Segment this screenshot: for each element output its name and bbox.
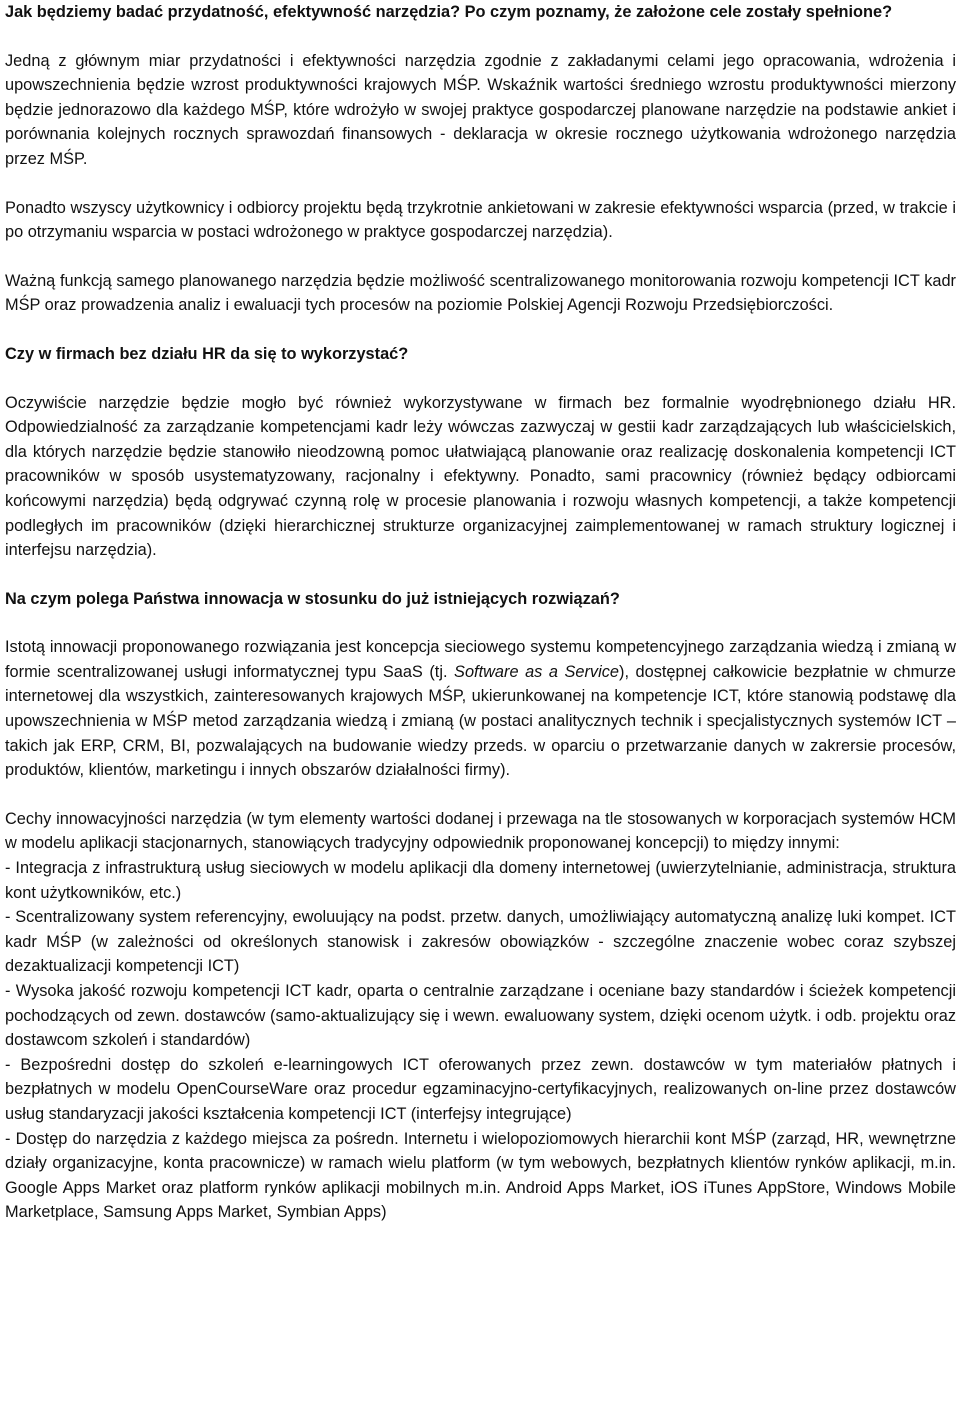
list-item: - Scentralizowany system referencyjny, ewoluujący na podst. przetw. danych, umożliwiający automatyczną analizę luki kompet. ICT kadr MŚP (w zależności od określonych stanowisk i zakresów obowiązków - szczególne znaczenie wobec coraz szybszej dezaktualizacji kompetencji ICT) <box>5 908 956 976</box>
list-item: - Dostęp do narzędzia z każdego miejsca za pośredn. Internetu i wielopoziomowych hierarchii kont MŚP (zarząd, HR, wewnętrzne działy organizacyjne, konta pracownicze) w ramach wielu platform (w tym webowych, bezpłatnych klientów rynków aplikacji, m.in. Google Apps Market oraz platform rynków aplikacji mobilnych m.in. Android Apps Market, iOS iTunes AppStore, Windows Mobile Marketplace, Samsung Apps Market, Symbian Apps) <box>5 1129 956 1222</box>
spacer <box>5 318 956 342</box>
paragraph-productivity: Jedną z głównym miar przydatności i efektywności narzędzia zgodnie z zakładanymi celami jego opracowania, wdrożenia i upowszechnienia będzie wzrost produktywności krajowych MŚP. Wskaźnik wartości średniego wzrostu produktywności mierzony będzie jednorazowo dla każdego MŚP, które wdrożyło w swojej praktyce gospodarczej planowane narzędzie na podstawie ankiet i porównania kolejnych rocznych sprawozdań finansowych - deklaracja w okresie rocznego użytkowania wdrożonego narzędzia przez MŚP. <box>5 51 956 168</box>
section-heading-no-hr: Czy w firmach bez działu HR da się to wykorzystać? <box>5 344 409 363</box>
spacer <box>5 25 956 49</box>
list-item: - Wysoka jakość rozwoju kompetencji ICT kadr, oparta o centralnie zarządzane i oceniane bazy standardów i ścieżek kompetencji pochodzących od zewn. dostawców (samo-aktualizujący się i wewn. ewaluowany system, dzięki ocenom użytk. i odb. projektu oraz dostawcom szkoleń i standardów) <box>5 982 956 1050</box>
feature-list <box>5 856 956 1225</box>
section-heading-innovation: Na czym polega Państwa innowacja w stosunku do już istniejących rozwiązań? <box>5 589 620 608</box>
spacer <box>5 611 956 635</box>
spacer <box>5 367 956 391</box>
paragraph-innovation-text-1: Istotą innowacji proponowanego rozwiązania jest koncepcja sieciowego systemu kompetencyjnego zarządzania wiedzą i zmianą w formie scentralizowanej usługi informatycznej typu SaaS (tj. <box>5 638 956 681</box>
paragraph-innovation <box>5 635 956 783</box>
list-item: - Bezpośredni dostęp do szkoleń e-learningowych ICT oferowanych przez zewn. dostawców w tym materiałów płatnych i bezpłatnych w modelu OpenCourseWare oraz procedur egzaminacyjno-certyfikacyjnych, realizowanych on-line przez dostawców usług standaryzacji jakości kształcenia kompetencji ICT (interfejsy integrujące) <box>5 1055 956 1123</box>
paragraph-features-intro: Cechy innowacyjności narzędzia (w tym elementy wartości dodanej i przewaga na tle stosowanych w korporacjach systemów HCM w modelu aplikacji stacjonarnych, stanowiących tradycyjny odpowiednik proponowanej koncepcji) to między innymi: <box>5 809 956 853</box>
paragraph-no-hr: Oczywiście narzędzie będzie mogło być również wykorzystywane w firmach bez formalnie wyodrębnionego działu HR. Odpowiedzialność za zarządzanie kompetencjami kadr leży wówczas zazwyczaj w gestii kadr zarządzających lub właścicielskich, dla których narzędzie będzie stanowiło nieodzowną pomoc ułatwiającą planowanie oraz realizację doskonalenia kompetencji ICT pracowników w sposób usystematyzowany, racjonalny i efektywny. Ponadto, sami pracownicy (również będący odbiorcami końcowymi narzędzia) będą odgrywać czynną rolę w procesie planowania i rozwoju własnych kompetencji, a także kompetencji podległych im pracowników (dzięki hierarchicznej strukturze organizacyjnej zaimplementowanej w ramach struktury logicznej i interfejsu narzędzia). <box>5 393 956 560</box>
paragraph-surveys: Ponadto wszyscy użytkownicy i odbiorcy projektu będą trzykrotnie ankietowani w zakresie efektywności wsparcia (przed, w trakcie i po otrzymaniu wsparcia w postaci wdrożonego w praktyce gospodarczej narzędzia). <box>5 198 956 242</box>
spacer <box>5 172 956 196</box>
spacer <box>5 245 956 269</box>
paragraph-monitoring: Ważną funkcją samego planowanego narzędzia będzie możliwość scentralizowanego monitorowania rozwoju kompetencji ICT kadr MŚP oraz prowadzenia analiz i ewaluacji tych procesów na poziomie Polskiej Agencji Rozwoju Przedsiębiorczości. <box>5 271 956 315</box>
paragraph-innovation-text-2: ), dostępnej całkowicie bezpłatnie w chmurze internetowej dla wszystkich, zainteresowanych krajowych MŚP, ukierunkowanej na kompetencje ICT, które stanowią podstawę dla upowszechnienia w MŚP metod zarządzania wiedzą i zmianą (w postaci analitycznych technik i specjalistycznych systemów ICT – takich jak ERP, CRM, BI, pozwalających na budowanie wiedzy przeds. w oparciu o przetwarzanie danych w zakrersie procesów, produktów, klientów, marketingu i innych obszarów działalności firmy). <box>5 662 956 780</box>
list-item: - Integracja z infrastrukturą usług sieciowych w modelu aplikacji dla domeny internetowej (uwierzytelnianie, administracja, struktura kont użytkowników, etc.) <box>5 859 956 902</box>
section-heading-usefulness: Jak będziemy badać przydatność, efektywność narzędzia? Po czym poznamy, że założone cele zostały spełnione? <box>5 3 893 21</box>
paragraph-innovation-italic: Software as a Service <box>454 662 619 681</box>
spacer <box>5 783 956 807</box>
spacer <box>5 563 956 587</box>
